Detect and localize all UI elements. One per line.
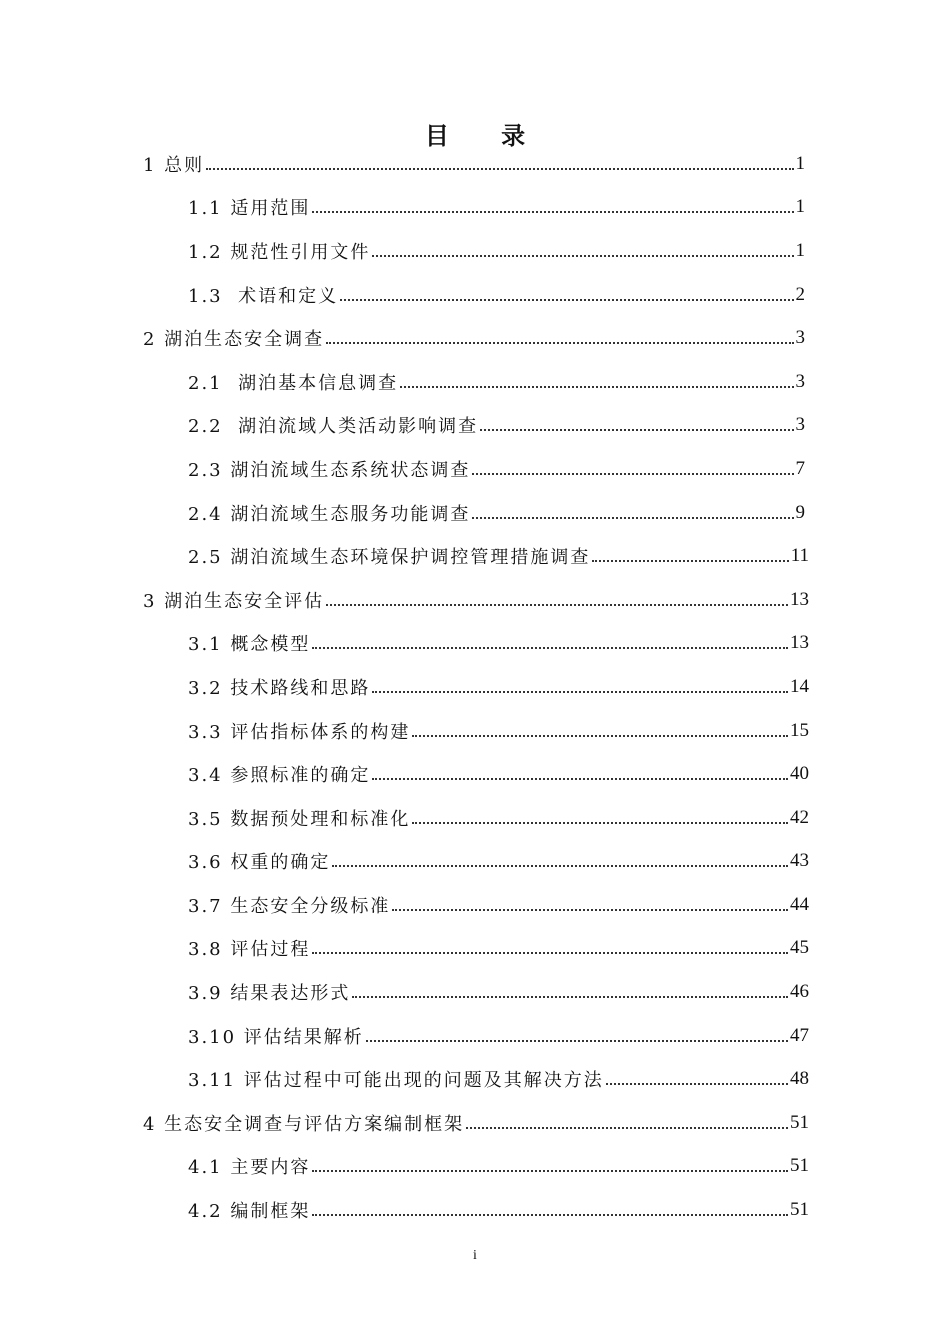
toc-entry[interactable] <box>0 1057 950 1101</box>
toc-entry-label: 4 生态安全调查与评估方案编制框架 <box>143 1113 465 1135</box>
page-number-footer: i <box>473 1248 477 1263</box>
toc-entry-page-number: 42 <box>790 806 809 828</box>
toc-dot-leader <box>312 211 793 213</box>
toc-dot-leader <box>366 1040 788 1042</box>
toc-entry-label: 1.3 术语和定义 <box>188 285 339 307</box>
toc-entry-page-number: 51 <box>790 1199 809 1221</box>
toc-entry[interactable] <box>0 622 950 666</box>
toc-entry[interactable] <box>0 534 950 578</box>
toc-dot-leader <box>392 909 788 911</box>
toc-entry-page-number: 46 <box>790 981 809 1003</box>
page-title: 目 录 <box>424 122 548 150</box>
toc-entry[interactable] <box>0 927 950 971</box>
toc-entry[interactable] <box>0 1145 950 1189</box>
toc-entry[interactable] <box>0 578 950 622</box>
toc-entry-page-number: 9 <box>795 501 805 523</box>
toc-dot-leader <box>400 386 793 388</box>
toc-entry[interactable] <box>0 1101 950 1145</box>
toc-entry[interactable] <box>0 883 950 927</box>
toc-dot-leader <box>372 778 788 780</box>
toc-entry-page-number: 45 <box>790 937 809 959</box>
toc-entry[interactable] <box>0 1188 950 1232</box>
toc-entry-page-number: 14 <box>790 675 809 697</box>
toc-entry-label: 1.2 规范性引用文件 <box>188 241 371 263</box>
toc-dot-leader <box>340 299 793 301</box>
toc-entry-label: 2.1 湖泊基本信息调查 <box>188 372 399 394</box>
toc-dot-leader <box>352 996 788 998</box>
toc-entry-page-number: 7 <box>795 457 805 479</box>
toc-entry-label: 3.2 技术路线和思路 <box>188 677 371 699</box>
toc-entry-page-number: 51 <box>790 1111 809 1133</box>
toc-entry-page-number: 44 <box>790 893 809 915</box>
toc-entry-label: 3.6 权重的确定 <box>188 852 331 874</box>
toc-dot-leader <box>412 735 788 737</box>
toc-entry-page-number: 40 <box>790 763 809 785</box>
toc-entry[interactable] <box>0 752 950 796</box>
toc-entry[interactable] <box>0 142 950 186</box>
toc-entry-label: 3.5 数据预处理和标准化 <box>188 808 411 830</box>
toc-entry[interactable] <box>0 709 950 753</box>
toc-entry[interactable] <box>0 229 950 273</box>
toc-entry-page-number: 15 <box>790 719 809 741</box>
toc-dot-leader <box>592 560 788 562</box>
toc-dot-leader <box>472 517 793 519</box>
toc-entry-page-number: 1 <box>795 152 805 174</box>
toc-entry-label: 2.2 湖泊流域人类活动影响调查 <box>188 416 479 438</box>
table-of-contents <box>0 142 950 1232</box>
toc-dot-leader <box>466 1127 788 1129</box>
toc-entry-label: 3.7 生态安全分级标准 <box>188 895 391 917</box>
toc-entry[interactable] <box>0 404 950 448</box>
toc-entry-label: 3.10 评估结果解析 <box>188 1026 364 1048</box>
toc-entry-label: 2.5 湖泊流域生态环境保护调控管理措施调查 <box>188 547 591 569</box>
toc-entry-page-number: 1 <box>795 239 805 261</box>
toc-dot-leader <box>206 168 793 170</box>
toc-entry[interactable] <box>0 447 950 491</box>
toc-entry-label: 3.11 评估过程中可能出现的问题及其解决方法 <box>188 1070 604 1092</box>
toc-entry-page-number: 48 <box>790 1068 809 1090</box>
toc-entry-page-number: 51 <box>790 1155 809 1177</box>
toc-dot-leader <box>472 473 793 475</box>
toc-entry-label: 3.9 结果表达形式 <box>188 983 351 1005</box>
toc-entry-page-number: 13 <box>790 632 809 654</box>
toc-entry-page-number: 2 <box>795 283 805 305</box>
toc-entry-page-number: 43 <box>790 850 809 872</box>
toc-dot-leader <box>326 604 788 606</box>
toc-entry-label: 2 湖泊生态安全调查 <box>143 329 325 351</box>
toc-dot-leader <box>372 255 793 257</box>
toc-entry[interactable] <box>0 316 950 360</box>
toc-dot-leader <box>412 822 788 824</box>
toc-entry-page-number: 3 <box>795 327 805 349</box>
toc-entry-label: 3.3 评估指标体系的构建 <box>188 721 411 743</box>
toc-entry-label: 3.4 参照标准的确定 <box>188 765 371 787</box>
toc-entry-label: 1.1 适用范围 <box>188 198 311 220</box>
toc-dot-leader <box>312 1214 788 1216</box>
toc-entry-page-number: 47 <box>790 1024 809 1046</box>
toc-entry-page-number: 13 <box>790 588 809 610</box>
toc-dot-leader <box>326 342 793 344</box>
toc-entry-label: 3.8 评估过程 <box>188 939 311 961</box>
toc-entry[interactable] <box>0 665 950 709</box>
toc-dot-leader <box>480 429 793 431</box>
toc-dot-leader <box>332 865 788 867</box>
toc-entry-label: 4.2 编制框架 <box>188 1201 311 1223</box>
toc-entry[interactable] <box>0 186 950 230</box>
toc-entry-page-number: 3 <box>795 370 805 392</box>
toc-dot-leader <box>312 952 788 954</box>
toc-entry[interactable] <box>0 970 950 1014</box>
toc-entry[interactable] <box>0 360 950 404</box>
toc-entry-label: 4.1 主要内容 <box>188 1157 311 1179</box>
toc-entry[interactable] <box>0 796 950 840</box>
toc-entry-label: 2.4 湖泊流域生态服务功能调查 <box>188 503 471 525</box>
toc-dot-leader <box>312 647 788 649</box>
toc-entry-page-number: 1 <box>795 196 805 218</box>
toc-entry[interactable] <box>0 273 950 317</box>
toc-entry-label: 2.3 湖泊流域生态系统状态调查 <box>188 459 471 481</box>
toc-entry[interactable] <box>0 491 950 535</box>
toc-entry[interactable] <box>0 840 950 884</box>
toc-entry-page-number: 11 <box>790 545 809 567</box>
toc-entry[interactable] <box>0 1014 950 1058</box>
toc-entry-label: 1 总则 <box>143 154 205 176</box>
toc-dot-leader <box>372 691 788 693</box>
toc-dot-leader <box>312 1170 788 1172</box>
toc-dot-leader <box>606 1083 788 1085</box>
toc-entry-label: 3.1 概念模型 <box>188 634 311 656</box>
toc-entry-page-number: 3 <box>795 414 805 436</box>
toc-entry-label: 3 湖泊生态安全评估 <box>143 590 325 612</box>
